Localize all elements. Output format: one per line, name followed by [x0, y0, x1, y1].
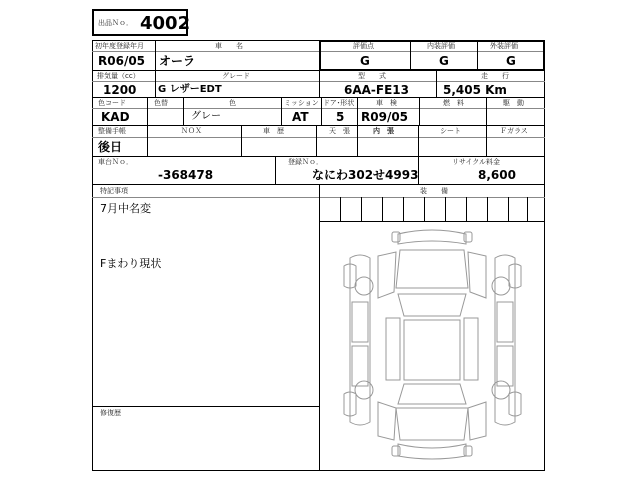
inspection-value: R09/05 — [361, 110, 409, 124]
recycle-value: 8,600 — [478, 168, 516, 182]
chassis-value: -368478 — [158, 168, 214, 182]
color-value: グレー — [191, 111, 221, 122]
equipment-label: 装 備 — [420, 187, 448, 195]
maintenance-value: 後日 — [98, 140, 123, 154]
color-code-value: KAD — [101, 110, 130, 124]
note-line-2: Fまわり現状 — [100, 257, 162, 270]
maintenance-label: 整備手帳 — [98, 127, 126, 135]
grade-label: グレード — [222, 72, 250, 80]
mission-value: AT — [292, 110, 309, 124]
history-label: 車 歴 — [263, 127, 284, 135]
car-name-value: オーラ — [159, 54, 196, 68]
color-label: 色 — [229, 99, 236, 107]
interior-label: 内 張 — [373, 127, 394, 135]
inspection-label: 車 検 — [376, 99, 397, 107]
note-line-1: 7月中名変 — [100, 202, 151, 215]
vehicle-diagram — [320, 222, 545, 471]
repair-label: 修復歴 — [100, 409, 121, 417]
score-label: 評価点 — [353, 42, 374, 50]
grade-value: G レザーEDT — [158, 84, 222, 95]
reg-no-value: なにわ302せ4993 — [312, 168, 419, 182]
color-swatch-label: 色替 — [154, 99, 168, 107]
f-glass-label: Ｆガラス — [500, 127, 528, 135]
recycle-label: リサイクル料金 — [452, 158, 501, 166]
fuel-label: 燃 料 — [443, 99, 464, 107]
seat-label: シート — [440, 127, 461, 135]
interior-score-value: G — [439, 54, 449, 68]
nox-label: ＮＯＸ — [181, 127, 202, 135]
doors-value: 5 — [336, 110, 345, 124]
displacement-value: 1200 — [103, 83, 137, 97]
sunroof-label: 天 張 — [329, 127, 350, 135]
chassis-label: 車台Ｎｏ． — [98, 158, 133, 166]
interior-score-label: 内装評価 — [427, 42, 455, 50]
lot-number-label: 出品Ｎｏ． — [98, 19, 133, 27]
first-reg-label: 初年度登録年月 — [95, 42, 144, 50]
mission-label: ミッション — [284, 99, 319, 107]
color-code-label: 色コード — [98, 99, 126, 107]
lot-number-value: 4002 — [140, 13, 191, 34]
drive-label: 駆 動 — [503, 99, 524, 107]
notes-label: 特記事項 — [100, 187, 128, 195]
door-shape-label: ドア･形状 — [323, 99, 355, 107]
car-name-label: 車 名 — [215, 42, 243, 50]
first-reg-value: R06/05 — [98, 54, 146, 68]
model-value: 6AA-FE13 — [344, 83, 409, 97]
mileage-label: 走 行 — [481, 72, 509, 80]
lot-number-box — [92, 9, 191, 36]
model-label: 型 式 — [358, 72, 386, 80]
exterior-score-value: G — [506, 54, 516, 68]
mileage-value: 5,405 Km — [443, 83, 507, 97]
reg-no-label: 登録Ｎｏ． — [288, 158, 323, 166]
displacement-label: 排気量（cc） — [97, 72, 140, 80]
exterior-score-label: 外装評価 — [490, 42, 518, 50]
score-value: G — [360, 54, 370, 68]
